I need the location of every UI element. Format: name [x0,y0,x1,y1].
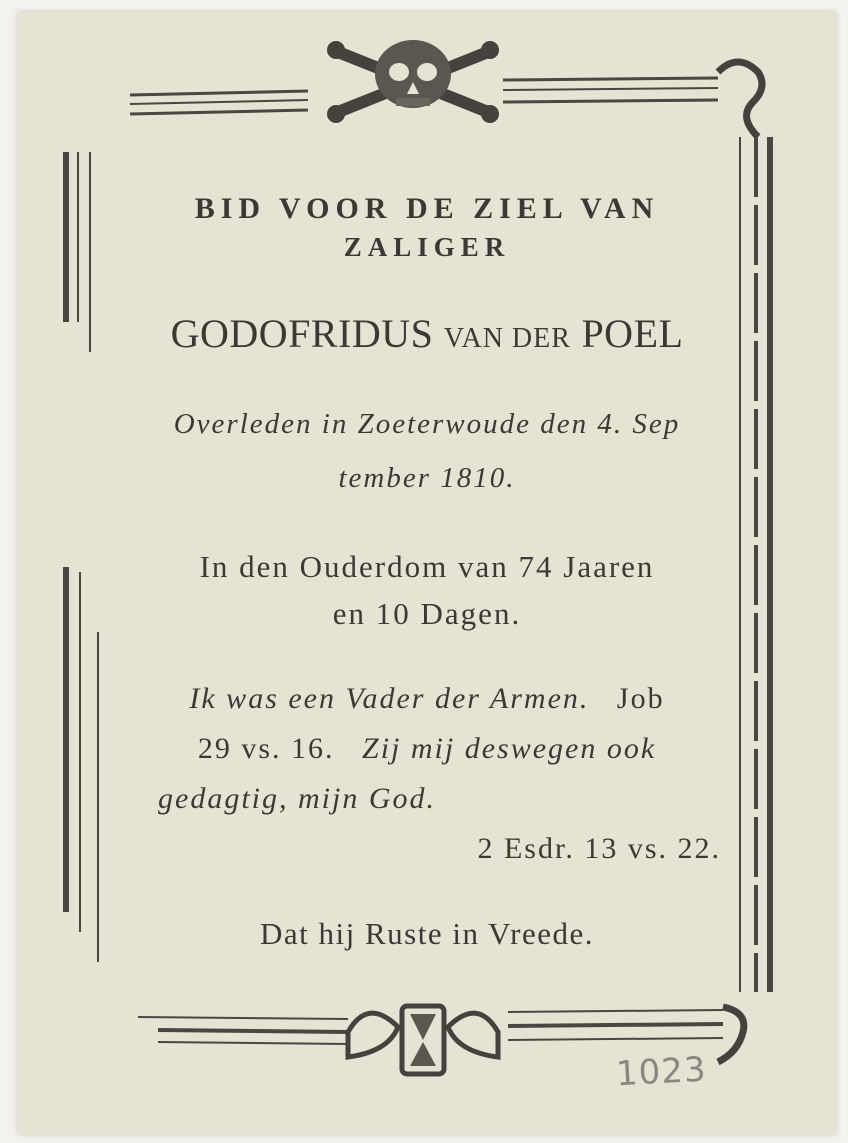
closing-line: Dat hij Ruste in Vreede. [259,916,595,951]
bottom-border-ornament [18,992,836,1132]
age-line1: In den Ouderdom van 74 Jaaren [199,549,655,584]
name-part1: GODOFRIDUS [170,311,434,356]
quote-text2: Zij mij deswegen ook [362,732,657,765]
hourglass-with-wings-icon [348,1006,498,1074]
heading-line1: BID VOOR DE ZIEL VAN [194,192,660,225]
name-part2: VAN DER [443,323,571,354]
quote-reference-verse: 29 vs. 16. [197,732,335,765]
name-part3: POEL [581,311,684,356]
quote-reference-job: Job [616,682,665,715]
death-notice-line1: Overleden in Zoeterwoude den 4. Sep [173,408,681,440]
inventory-number: 1023 [615,1049,708,1095]
deceased-name [18,310,836,357]
quote-line2 [18,732,836,766]
quote-reference-esdras: 2 Esdr. 13 vs. 22. [477,832,721,865]
quote-text1: Ik was een Vader der Armen. [189,682,590,715]
heading-line2: ZALIGER [343,232,511,262]
quote-line3: gedagtig, mijn God. [158,782,436,815]
death-notice-line2: tember 1810. [338,462,516,494]
age-line2: en 10 Dagen. [332,596,522,631]
corner-flourish-icon [718,1007,744,1062]
quote-line1 [18,682,836,716]
memorial-card [18,12,836,1134]
